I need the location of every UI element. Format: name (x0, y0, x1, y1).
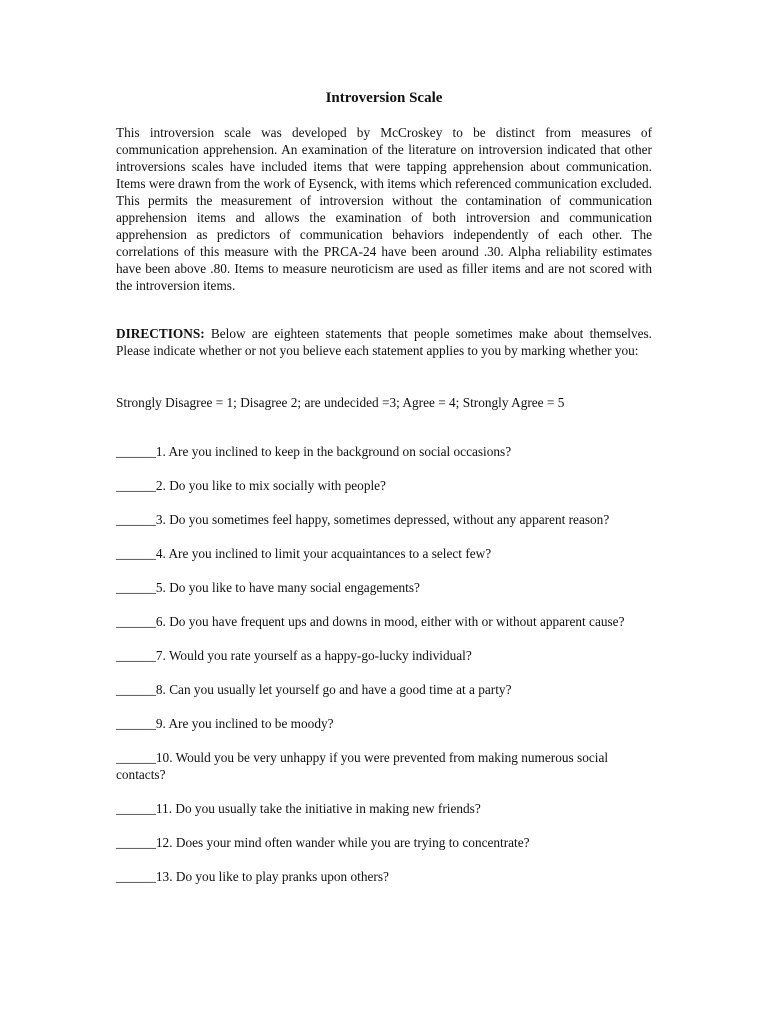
document-title: Introversion Scale (325, 90, 443, 106)
question-item-7: ______7. Would you rate yourself as a happy-go-lucky individual? (116, 648, 472, 663)
question-list (116, 443, 652, 902)
rating-scale: Strongly Disagree = 1; Disagree 2; are undecided =3; Agree = 4; Strongly Agree = 5 (116, 395, 565, 410)
directions-label: DIRECTIONS: (116, 326, 205, 341)
question-item-1: ______1. Are you inclined to keep in the background on social occasions? (116, 444, 512, 459)
intro-paragraph: This introversion scale was developed by McCroskey to be distinct from measures of communication apprehension. An examination of the literature on introversion indicated that other introversions scales have included items that were tapping apprehension about communication. Items were drawn from the work of Eysenck, with items which referenced communication excluded. This permits the measurement of introversion without the contamination of communication apprehension items and allows the examination of both introversion and communication apprehension as predictors of communication behaviors independently of each other. The correlations of this measure with the PRCA-24 have been around .30. Alpha reliability estimates have been above .80. Items to measure neuroticism are used as filler items and are not scored with the introversion items. (116, 125, 652, 293)
question-item-5: ______5. Do you like to have many social engagements? (116, 580, 420, 595)
directions-paragraph (116, 325, 652, 359)
question-item-12: ______12. Does your mind often wander while you are trying to concentrate? (116, 835, 530, 850)
question-item-8: ______8. Can you usually let yourself go and have a good time at a party? (116, 682, 512, 697)
question-item-10: ______10. Would you be very unhappy if you were prevented from making numerous social contacts? (116, 750, 609, 782)
directions-text: Below are eighteen statements that people sometimes make about themselves. Please indicate whether or not you believe each statement applies to you by marking whether you: (116, 326, 652, 358)
question-item-9: ______9. Are you inclined to be moody? (116, 716, 334, 731)
question-item-6: ______6. Do you have frequent ups and downs in mood, either with or without apparent cause? (116, 614, 625, 629)
question-item-2: ______2. Do you like to mix socially with people? (116, 478, 386, 493)
question-item-13: ______13. Do you like to play pranks upon others? (116, 869, 389, 884)
question-item-4: ______4. Are you inclined to limit your acquaintances to a select few? (116, 546, 492, 561)
question-item-3: ______3. Do you sometimes feel happy, sometimes depressed, without any apparent reason? (116, 512, 610, 527)
question-item-11: ______11. Do you usually take the initiative in making new friends? (116, 801, 481, 816)
